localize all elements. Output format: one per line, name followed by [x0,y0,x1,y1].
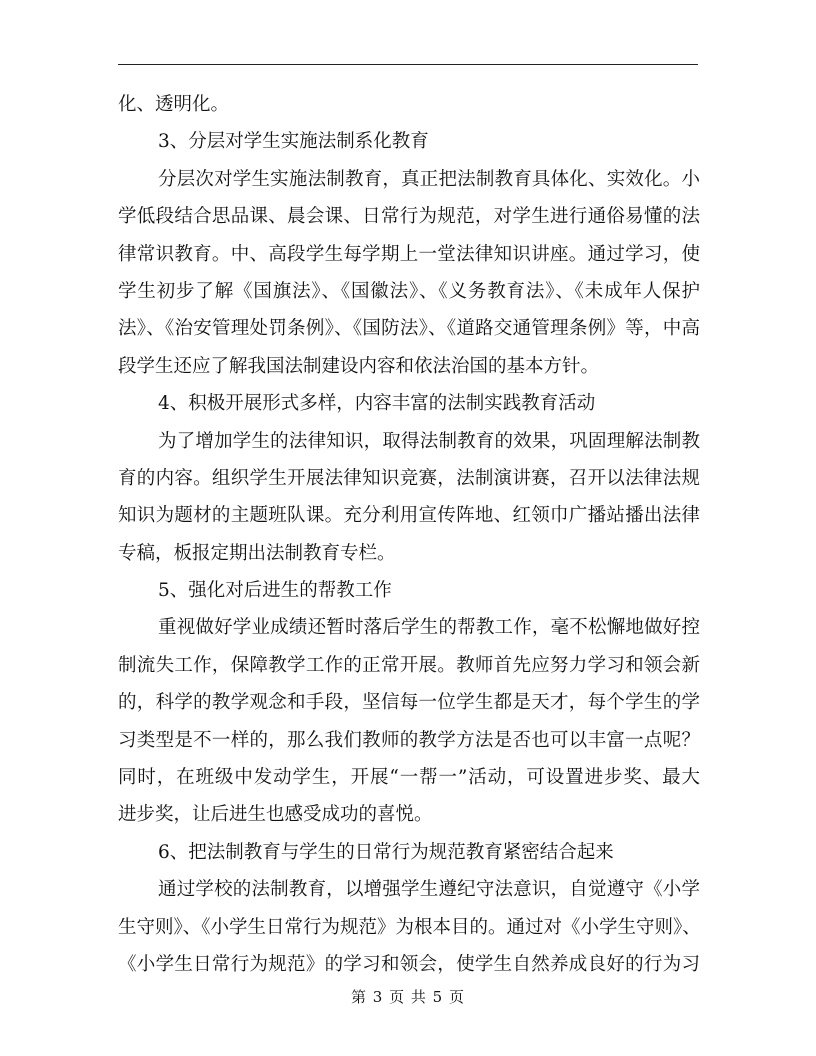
paragraph-line: 习类型是不一样的，那么我们教师的教学方法是否也可以丰富一点呢？ [118,729,700,751]
paragraph-line: 的，科学的教学观念和手段，坚信每一位学生都是天才，每个学生的学 [118,692,700,714]
paragraph-line: 《小学生日常行为规范》的学习和领会，使学生自然养成良好的行为习 [118,953,700,975]
paragraph-line: 学低段结合思品课、晨会课、日常行为规范，对学生进行通俗易懂的法 [118,206,700,228]
paragraph-line: 知识为题材的主题班队课。充分利用宣传阵地、红领巾广播站播出法律 [118,505,700,527]
page-footer: 第 3 页 共 5 页 [351,988,465,1006]
paragraph-line: 专稿，板报定期出法制教育专栏。 [118,542,396,564]
header-rule [118,64,698,65]
paragraph-line: 分层次对学生实施法制教育，真正把法制教育具体化、实效化。小 [158,168,700,190]
paragraph-line: 通过学校的法制教育，以增强学生遵纪守法意识，自觉遵守《小学 [158,879,700,901]
paragraph-line: 育的内容。组织学生开展法律知识竞赛，法制演讲赛，召开以法律法规 [118,467,700,489]
paragraph-line: 学生初步了解《国旗法》、《国徽法》、《义务教育法》、《未成年人保护 [118,280,700,302]
paragraph-line: 律常识教育。中、高段学生每学期上一堂法律知识讲座。通过学习，使 [118,243,700,265]
paragraph-line: 生守则》、《小学生日常行为规范》为根本目的。通过对《小学生守则》、 [118,916,701,938]
paragraph-line: 制流失工作，保障教学工作的正常开展。教师首先应努力学习和领会新 [118,654,700,676]
document-body [118,86,700,983]
paragraph-line: 重视做好学业成绩还暂时落后学生的帮教工作，毫不松懈地做好控 [158,617,700,639]
paragraph-line: 法》、《治安管理处罚条例》、《国防法》、《道路交通管理条例》等，中高 [118,318,700,340]
paragraph-line: 化、透明化。 [118,94,230,115]
section-heading: 5、强化对后进生的帮教工作 [158,580,392,602]
paragraph-line: 为了增加学生的法律知识，取得法制教育的效果，巩固理解法制教 [158,430,700,452]
paragraph-line: 同时，在班级中发动学生，开展“一帮一”活动，可设置进步奖、最大 [118,767,700,789]
section-heading: 4、积极开展形式多样，内容丰富的法制实践教育活动 [158,393,596,415]
section-heading: 6、把法制教育与学生的日常行为规范教育紧密结合起来 [158,841,614,863]
paragraph-line: 进步奖，让后进生也感受成功的喜悦。 [118,804,433,826]
paragraph-line: 段学生还应了解我国法制建设内容和依法治国的基本方针。 [118,355,600,377]
section-heading: 3、分层对学生实施法制系化教育 [158,131,429,153]
